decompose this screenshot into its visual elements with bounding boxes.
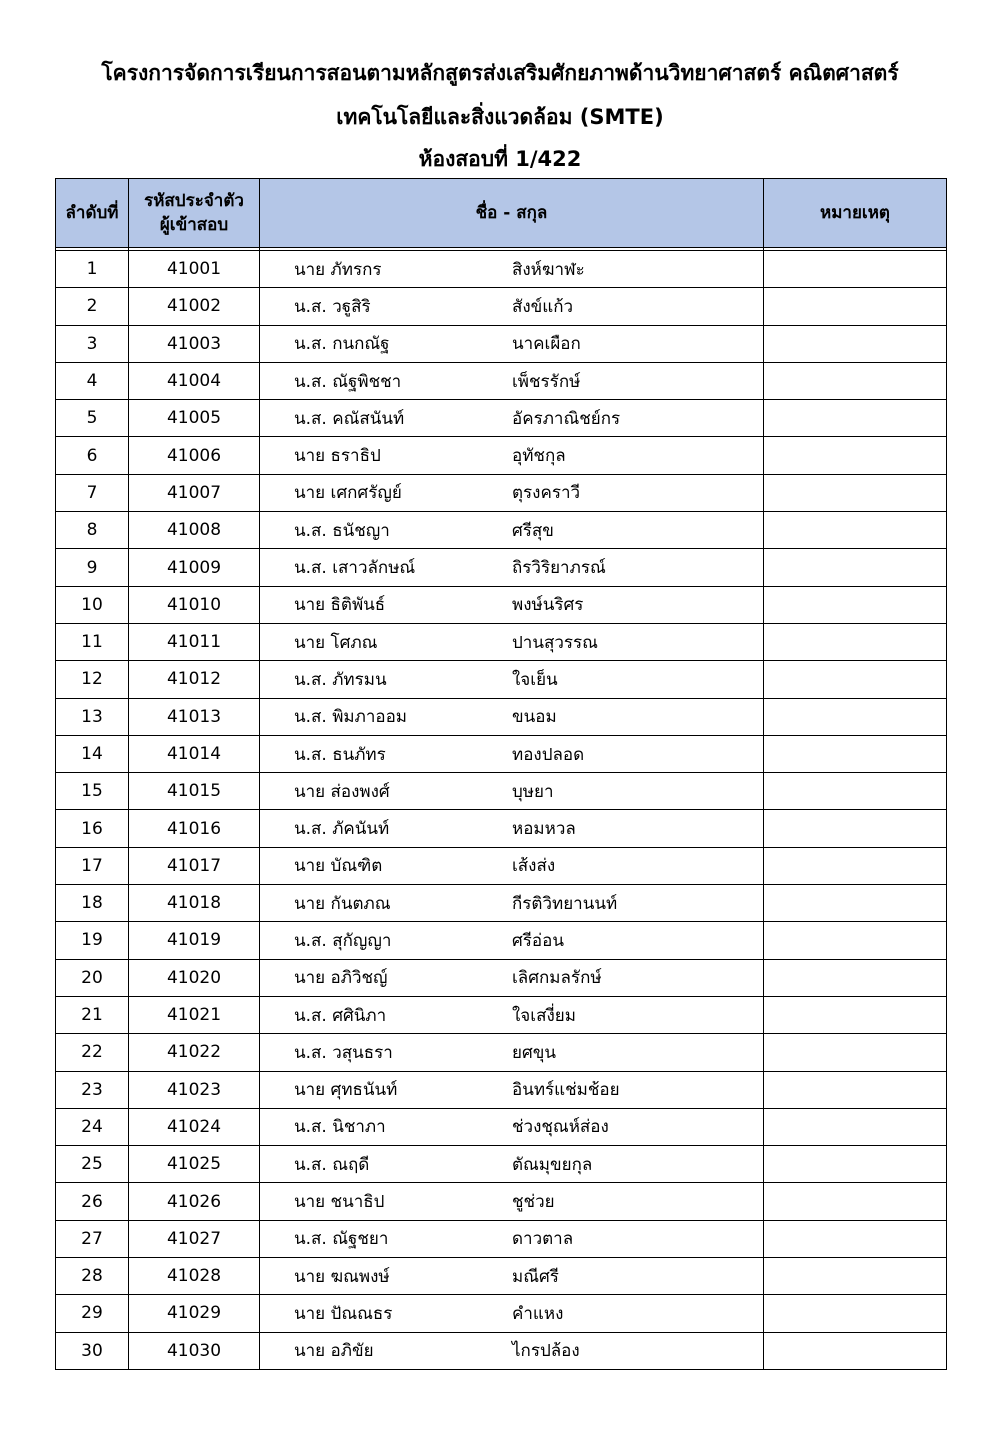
row-number: 8: [56, 512, 129, 549]
row-number: 21: [56, 996, 129, 1033]
table-row: [56, 810, 947, 847]
candidate-given-name: นาย โศภณ: [294, 632, 378, 653]
remark-cell: [764, 847, 947, 884]
remark-cell: [764, 512, 947, 549]
candidate-given-name: นาย อภิวิชญ์: [294, 968, 388, 989]
candidate-code: 41007: [129, 474, 260, 511]
candidate-code: 41001: [129, 251, 260, 288]
candidate-family-name: อุทัชกุล: [512, 446, 566, 467]
candidate-code: 41003: [129, 325, 260, 362]
remark-cell: [764, 251, 947, 288]
row-number: 1: [56, 251, 129, 288]
candidate-name: [260, 623, 764, 660]
remark-cell: [764, 400, 947, 437]
remark-cell: [764, 1295, 947, 1332]
candidate-name: [260, 362, 764, 399]
row-number: 7: [56, 474, 129, 511]
candidate-given-name: นาย ปัณณธร: [294, 1303, 393, 1324]
table-row: [56, 251, 947, 288]
candidate-name: [260, 661, 764, 698]
candidate-given-name: นาย กันตภณ: [294, 893, 391, 914]
candidate-family-name: ใจเย็น: [512, 669, 558, 690]
row-number: 28: [56, 1258, 129, 1295]
table-row: [56, 1108, 947, 1145]
remark-cell: [764, 1034, 947, 1071]
col-header-note: หมายเหตุ: [764, 179, 947, 248]
candidate-given-name: น.ส. สุกัญญา: [294, 930, 392, 951]
candidate-name: [260, 512, 764, 549]
remark-cell: [764, 1258, 947, 1295]
row-number: 24: [56, 1108, 129, 1145]
candidate-name: [260, 1332, 764, 1369]
candidate-given-name: นาย ธราธิป: [294, 446, 381, 467]
row-number: 13: [56, 698, 129, 735]
row-number: 15: [56, 773, 129, 810]
candidate-code: 41028: [129, 1258, 260, 1295]
candidate-given-name: น.ส. ภัทรมน: [294, 669, 387, 690]
table-row: [56, 1220, 947, 1257]
row-number: 16: [56, 810, 129, 847]
row-number: 2: [56, 288, 129, 325]
remark-cell: [764, 362, 947, 399]
candidate-name: [260, 885, 764, 922]
remark-cell: [764, 698, 947, 735]
candidate-code: 41020: [129, 959, 260, 996]
table-row: [56, 512, 947, 549]
candidate-name: [260, 1146, 764, 1183]
candidate-code: 41004: [129, 362, 260, 399]
candidate-code: 41006: [129, 437, 260, 474]
candidate-code: 41015: [129, 773, 260, 810]
candidate-code: 41011: [129, 623, 260, 660]
candidate-given-name: น.ส. คณัสนันท์: [294, 408, 405, 429]
candidate-name: [260, 773, 764, 810]
table-row: [56, 623, 947, 660]
candidate-name: [260, 1258, 764, 1295]
candidate-name: [260, 1220, 764, 1257]
candidate-name: [260, 1071, 764, 1108]
candidate-code: 41018: [129, 885, 260, 922]
col-header-num: ลำดับที่: [56, 179, 129, 248]
remark-cell: [764, 1183, 947, 1220]
candidate-given-name: น.ส. ณัฐชยา: [294, 1229, 389, 1250]
col-header-code-line1: รหัสประจำตัว: [144, 191, 244, 211]
row-number: 10: [56, 586, 129, 623]
row-number: 14: [56, 735, 129, 772]
candidate-given-name: นาย ส่องพงศ์: [294, 781, 390, 802]
candidate-family-name: ชูช่วย: [512, 1192, 555, 1213]
row-number: 11: [56, 623, 129, 660]
candidate-given-name: น.ส. กนกณัฐ: [294, 334, 390, 355]
remark-cell: [764, 996, 947, 1033]
table-row: [56, 773, 947, 810]
remark-cell: [764, 1332, 947, 1369]
row-number: 19: [56, 922, 129, 959]
candidate-given-name: น.ส. พิมภาออม: [294, 707, 407, 728]
row-number: 30: [56, 1332, 129, 1369]
table-row: [56, 922, 947, 959]
candidate-family-name: บุษยา: [512, 781, 554, 802]
remark-cell: [764, 586, 947, 623]
remark-cell: [764, 1146, 947, 1183]
candidate-code: 41025: [129, 1146, 260, 1183]
candidate-family-name: ช่วงชุณห์ส่อง: [512, 1117, 609, 1138]
remark-cell: [764, 661, 947, 698]
remark-cell: [764, 549, 947, 586]
candidate-family-name: ทองปลอด: [512, 744, 585, 765]
table-row: [56, 1295, 947, 1332]
remark-cell: [764, 1071, 947, 1108]
candidate-family-name: อัครภาณิชย์กร: [512, 408, 621, 429]
table-row: [56, 474, 947, 511]
table-row: [56, 1183, 947, 1220]
candidate-name: [260, 437, 764, 474]
candidate-family-name: หอมหวล: [512, 819, 576, 840]
candidate-given-name: น.ส. ณัฐพิชชา: [294, 371, 402, 392]
candidate-code: 41010: [129, 586, 260, 623]
candidate-name: [260, 251, 764, 288]
candidate-code: 41022: [129, 1034, 260, 1071]
remark-cell: [764, 885, 947, 922]
remark-cell: [764, 623, 947, 660]
col-header-name: ชื่อ - สกุล: [260, 179, 764, 248]
candidate-code: 41019: [129, 922, 260, 959]
table-row: [56, 661, 947, 698]
candidate-given-name: น.ส. นิชาภา: [294, 1117, 386, 1138]
candidate-name: [260, 810, 764, 847]
candidate-code: 41027: [129, 1220, 260, 1257]
candidate-name: [260, 1295, 764, 1332]
candidate-given-name: นาย ฆณพงษ์: [294, 1266, 390, 1287]
candidate-given-name: น.ส. วฐูสิริ: [294, 296, 371, 317]
row-number: 6: [56, 437, 129, 474]
candidate-family-name: เลิศกมลรักษ์: [512, 968, 602, 989]
candidate-given-name: นาย ภัทรกร: [294, 259, 382, 280]
candidate-family-name: อินทร์แช่มช้อย: [512, 1080, 620, 1101]
candidate-name: [260, 922, 764, 959]
candidate-family-name: ศรีอ่อน: [512, 930, 564, 951]
candidate-code: 41008: [129, 512, 260, 549]
candidate-given-name: นาย ชนาธิป: [294, 1192, 385, 1213]
row-number: 23: [56, 1071, 129, 1108]
candidate-family-name: สังข์แก้ว: [512, 296, 574, 317]
candidate-family-name: เส้งส่ง: [512, 856, 556, 877]
row-number: 20: [56, 959, 129, 996]
exam-room-label: ห้องสอบที่ 1/422: [418, 147, 582, 171]
candidate-family-name: พงษ์นริศร: [512, 595, 584, 616]
candidate-given-name: นาย บัณฑิต: [294, 856, 383, 877]
candidate-given-name: น.ส. ธนภัทร: [294, 744, 386, 765]
candidate-family-name: สิงห์ฆาฬะ: [512, 259, 585, 280]
remark-cell: [764, 773, 947, 810]
col-header-code: [129, 179, 260, 248]
candidate-given-name: น.ส. ณฤดี: [294, 1154, 370, 1175]
row-number: 3: [56, 325, 129, 362]
candidate-family-name: กีรติวิทยานนท์: [512, 893, 618, 914]
candidate-family-name: ใจเสงี่ยม: [512, 1005, 576, 1026]
candidate-family-name: คำแหง: [512, 1303, 564, 1324]
candidate-name: [260, 288, 764, 325]
candidate-given-name: นาย ธิติพันธ์: [294, 595, 386, 616]
remark-cell: [764, 474, 947, 511]
candidate-name: [260, 959, 764, 996]
candidate-given-name: นาย อภิขัย: [294, 1341, 374, 1362]
candidate-name: [260, 847, 764, 884]
row-number: 27: [56, 1220, 129, 1257]
candidate-code: 41013: [129, 698, 260, 735]
table-row: [56, 400, 947, 437]
candidate-given-name: น.ส. ภัคนันท์: [294, 819, 390, 840]
table-row: [56, 885, 947, 922]
row-number: 22: [56, 1034, 129, 1071]
candidate-code: 41026: [129, 1183, 260, 1220]
candidate-family-name: ถิรวิริยาภรณ์: [512, 558, 606, 579]
document-subtitle: เทคโนโลยีและสิ่งแวดล้อม (SMTE): [336, 105, 664, 129]
table-row: [56, 847, 947, 884]
table-row: [56, 735, 947, 772]
candidate-name: [260, 996, 764, 1033]
candidate-given-name: น.ส. ธนัชญา: [294, 520, 390, 541]
row-number: 18: [56, 885, 129, 922]
table-row: [56, 1258, 947, 1295]
candidate-name: [260, 474, 764, 511]
remark-cell: [764, 325, 947, 362]
candidate-code: 41012: [129, 661, 260, 698]
candidate-family-name: ปานสุวรรณ: [512, 632, 598, 653]
candidate-name: [260, 586, 764, 623]
table-row: [56, 996, 947, 1033]
remark-cell: [764, 735, 947, 772]
remark-cell: [764, 1108, 947, 1145]
col-header-code-line2: ผู้เข้าสอบ: [159, 215, 229, 235]
table-row: [56, 437, 947, 474]
remark-cell: [764, 810, 947, 847]
candidate-family-name: ยศขุน: [512, 1042, 556, 1063]
row-number: 25: [56, 1146, 129, 1183]
row-number: 12: [56, 661, 129, 698]
table-row: [56, 1332, 947, 1369]
row-number: 17: [56, 847, 129, 884]
candidate-name: [260, 735, 764, 772]
candidate-name: [260, 1034, 764, 1071]
remark-cell: [764, 1220, 947, 1257]
candidate-code: 41021: [129, 996, 260, 1033]
candidate-name: [260, 1183, 764, 1220]
table-header-row: [56, 179, 947, 248]
row-number: 29: [56, 1295, 129, 1332]
table-row: [56, 1071, 947, 1108]
candidate-code: 41024: [129, 1108, 260, 1145]
candidate-family-name: เพ็ชรรักษ์: [512, 371, 581, 392]
candidate-code: 41030: [129, 1332, 260, 1369]
candidate-given-name: นาย ศุทธนันท์: [294, 1080, 398, 1101]
candidate-family-name: ศรีสุข: [512, 520, 554, 541]
remark-cell: [764, 437, 947, 474]
candidate-code: 41009: [129, 549, 260, 586]
candidate-family-name: ไกรปล้อง: [512, 1341, 580, 1362]
row-number: 26: [56, 1183, 129, 1220]
candidate-name: [260, 698, 764, 735]
candidate-name: [260, 325, 764, 362]
candidate-name: [260, 549, 764, 586]
candidate-family-name: นาคเผือก: [512, 334, 581, 355]
candidate-name: [260, 1108, 764, 1145]
candidate-code: 41029: [129, 1295, 260, 1332]
candidate-table: [55, 178, 947, 1370]
remark-cell: [764, 922, 947, 959]
candidate-given-name: น.ส. ศศินิภา: [294, 1005, 387, 1026]
table-row: [56, 1034, 947, 1071]
candidate-family-name: ขนอม: [512, 707, 557, 728]
candidate-given-name: น.ส. วสุนธรา: [294, 1042, 393, 1063]
candidate-name: [260, 400, 764, 437]
table-row: [56, 586, 947, 623]
candidate-code: 41016: [129, 810, 260, 847]
candidate-code: 41017: [129, 847, 260, 884]
remark-cell: [764, 959, 947, 996]
row-number: 9: [56, 549, 129, 586]
table-row: [56, 549, 947, 586]
table-row: [56, 1146, 947, 1183]
row-number: 5: [56, 400, 129, 437]
candidate-family-name: มณีศรี: [512, 1266, 559, 1287]
candidate-family-name: ตุรงคราวี: [512, 483, 581, 504]
table-row: [56, 698, 947, 735]
candidate-code: 41014: [129, 735, 260, 772]
candidate-given-name: น.ส. เสาวลักษณ์: [294, 558, 416, 579]
table-row: [56, 362, 947, 399]
candidate-code: 41005: [129, 400, 260, 437]
table-row: [56, 325, 947, 362]
row-number: 4: [56, 362, 129, 399]
table-row: [56, 959, 947, 996]
table-row: [56, 288, 947, 325]
candidate-code: 41023: [129, 1071, 260, 1108]
candidate-code: 41002: [129, 288, 260, 325]
candidate-family-name: ตัณมุขยกุล: [512, 1154, 593, 1175]
candidate-family-name: ดาวตาล: [512, 1229, 574, 1250]
candidate-given-name: นาย เศกศรัญย์: [294, 483, 402, 504]
document-title: โครงการจัดการเรียนการสอนตามหลักสูตรส่งเสริมศักยภาพด้านวิทยาศาสตร์ คณิตศาสตร์: [101, 61, 899, 85]
remark-cell: [764, 288, 947, 325]
